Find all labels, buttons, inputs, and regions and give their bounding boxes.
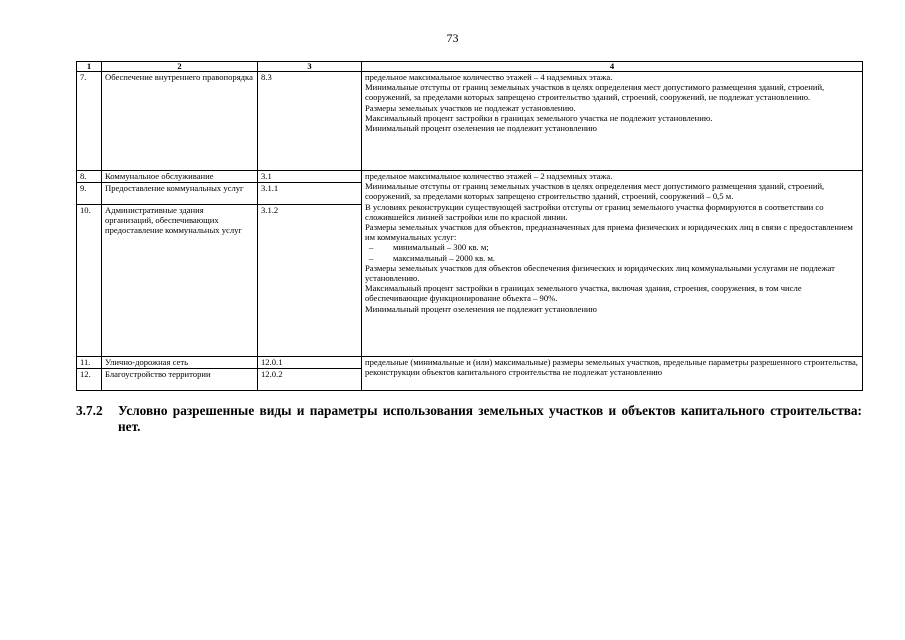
param-line: Максимальный процент застройки в границах земельного участка не подлежит установлению. xyxy=(365,112,713,123)
param-line: Размеры земельных участков для объектов обеспечения физических и юридических лиц коммунальными услугами не подлежат установлению. xyxy=(365,262,835,284)
land-use-code: 12.0.1 xyxy=(258,357,362,369)
land-use-code: 3.1 xyxy=(258,171,362,183)
land-use-name: Предоставление коммунальных услуг xyxy=(102,183,258,205)
land-use-code: 8.3 xyxy=(258,72,362,171)
list-item xyxy=(365,242,859,252)
header-row xyxy=(77,62,863,72)
row-number: 12. xyxy=(77,369,102,391)
param-line: Минимальный процент озеленения не подлежит установлению xyxy=(365,123,597,134)
param-line: Минимальные отступы от границ земельных участков в целях определения мест допустимого размещения зданий, строений, сооружений, за пределами которых запрещено строительство зданий, строений, сооружений – 0,5 м. xyxy=(365,181,825,202)
param-line: предельное максимальное количество этажей – 4 надземных этажа. xyxy=(365,72,613,82)
section-heading xyxy=(76,403,862,435)
page-number: 73 xyxy=(446,31,459,45)
list-item xyxy=(365,253,859,263)
land-use-name: Коммунальное обслуживание xyxy=(102,171,258,183)
row-number: 8. xyxy=(77,171,102,183)
list-item-text: минимальный – 300 кв. м; xyxy=(393,242,489,253)
param-line: Минимальный процент озеленения не подлежит установлению xyxy=(365,303,597,314)
land-use-name: Улично-дорожная сеть xyxy=(102,357,258,369)
param-line: Максимальный процент застройки в границах земельного участка, включая здания, строения, сооружения, в том числе обеспечивающие функционирование объекта – 90%. xyxy=(365,283,802,304)
param-line: предельные (минимальные и (или) максимальные) размеры земельных участков, предельные параметры разрешенного строительства, реконструкции объектов капитального строительства не подлежат установлению xyxy=(365,357,858,378)
header-col-1: 1 xyxy=(77,62,102,72)
list-item-text: максимальный – 2000 кв. м. xyxy=(393,252,496,263)
land-use-name: Административные здания организаций, обеспечивающих предоставление коммунальных услуг xyxy=(102,205,258,357)
land-use-name: Благоустройство территории xyxy=(102,369,258,391)
table-row xyxy=(77,72,863,171)
table-row xyxy=(77,171,863,183)
header-col-2: 2 xyxy=(102,62,258,72)
section-title: Условно разрешенные виды и параметры использования земельных участков и объектов капитального строительства: нет. xyxy=(118,403,862,434)
param-line: Минимальные отступы от границ земельных участков в целях определения мест допустимого размещения зданий, строений, сооружений, за пределами которых запрещено строительство зданий, строений, сооружений, не подлежат установлению. xyxy=(365,82,825,103)
row-number: 10. xyxy=(77,205,102,357)
param-line: Размеры земельных участков для объектов, предназначенных для приема физических и юридических лиц в связи с предоставлением им коммунальных услуг: xyxy=(365,222,853,243)
header-col-4: 4 xyxy=(362,62,863,72)
table-row xyxy=(77,357,863,369)
dash-marker: – xyxy=(369,252,374,263)
param-line: Размеры земельных участков не подлежат установлению. xyxy=(365,102,576,113)
parameters-cell xyxy=(362,357,863,391)
param-line: В условиях реконструкции существующей застройки отступы от границ земельного участка формируются в соответствии со сложившейся линией застройки или по красной линии. xyxy=(365,201,824,222)
row-number: 11. xyxy=(77,357,102,369)
row-number: 7. xyxy=(77,72,102,171)
land-use-code: 3.1.1 xyxy=(258,183,362,205)
header-col-3: 3 xyxy=(258,62,362,72)
param-line: предельное максимальное количество этажей – 2 надземных этажа. xyxy=(365,171,613,181)
land-use-name: Обеспечение внутреннего правопорядка xyxy=(102,72,258,171)
parameters-cell xyxy=(362,72,863,171)
parameters-cell xyxy=(362,171,863,357)
land-use-code: 12.0.2 xyxy=(258,369,362,391)
row-number: 9. xyxy=(77,183,102,205)
section-number: 3.7.2 xyxy=(76,403,103,418)
dash-marker: – xyxy=(369,242,374,253)
land-use-table xyxy=(76,61,863,391)
land-use-code: 3.1.2 xyxy=(258,205,362,357)
